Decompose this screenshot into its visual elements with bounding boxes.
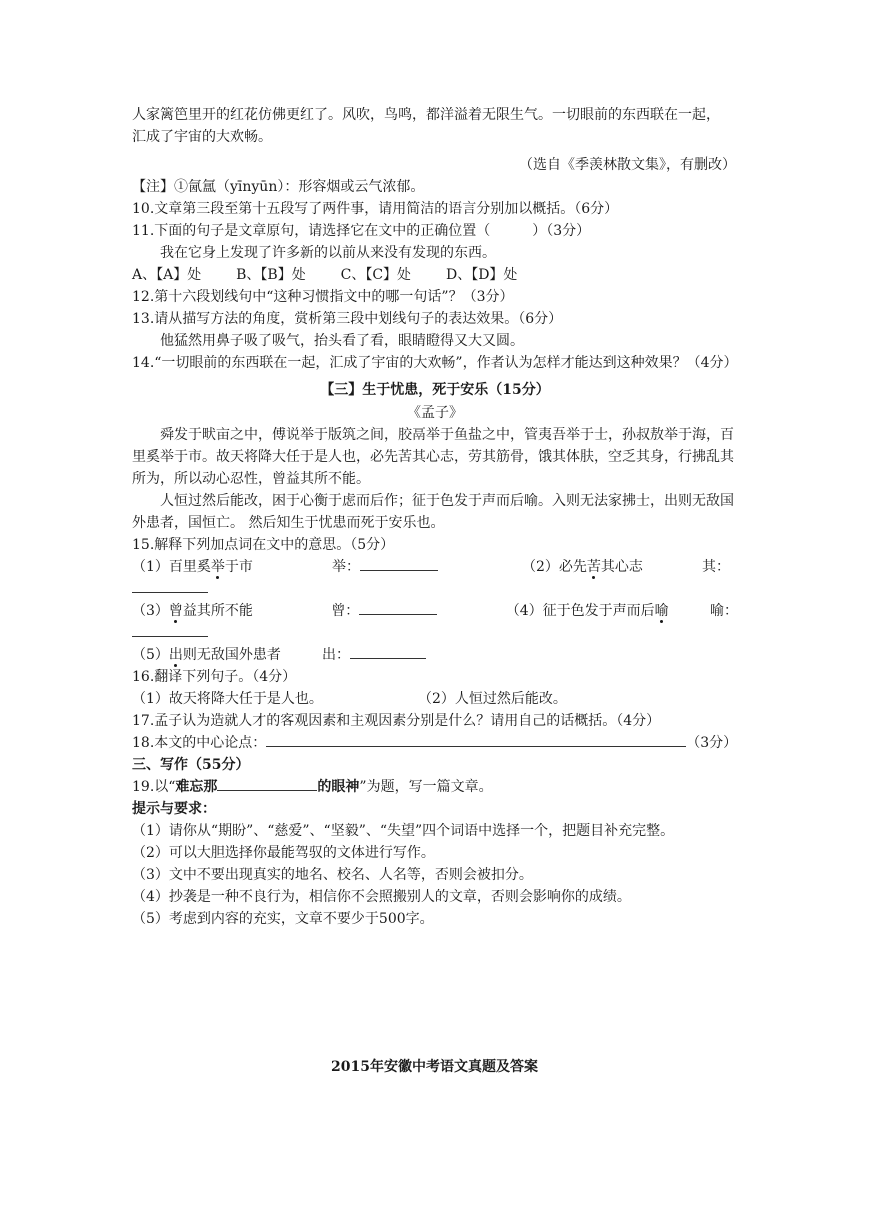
- dotted-word: 苦: [586, 559, 601, 575]
- dotted-word: 举: [210, 559, 225, 575]
- tips-title: 提示与要求：: [132, 801, 216, 817]
- question-14: 14.“一切眼前的东西联在一起，汇成了宇宙的大欢畅”，作者认为怎样才能达到这种效果？（4分）: [132, 355, 738, 371]
- answer-blank: [266, 732, 686, 747]
- dotted-word: 出: [168, 647, 183, 663]
- question-11-options: [132, 264, 738, 286]
- tip-item: （4）抄袭是一种不良行为，相信你不会照搬别人的文章，否则会影响你的成绩。: [132, 889, 631, 905]
- question-15-row-3: （5）出则无敌国外患者 出：: [132, 644, 738, 666]
- question-18: 18.本文的中心论点： （3分）: [132, 732, 738, 754]
- dotted-word: 喻: [654, 603, 669, 619]
- tip-item: （2）可以大胆选择你最能驾驭的文体进行写作。: [132, 845, 435, 861]
- question-15: 15.解释下列加点词在文中的意思。（5分）: [132, 537, 395, 553]
- question-13: 13.请从描写方法的角度，赏析第三段中划线句子的表达效果。（6分）: [132, 311, 563, 327]
- question-15-row-1: （1）百里奚举于市 举： （2）必先苦其心志 其：: [132, 556, 738, 578]
- tip-item: （1）请你从“期盼”、“慈爱”、“坚毅”、“失望”四个词语中选择一个，把题目补充完整。: [132, 823, 675, 839]
- passage-line: 汇成了宇宙的大欢畅。: [132, 129, 272, 145]
- question-12: 12.第十六段划线句中“这种习惯指文中的哪一句话”？（3分）: [132, 289, 514, 305]
- answer-blank: [360, 556, 438, 571]
- question-15-blank-4: [132, 622, 738, 644]
- classical-paragraph-1: 舜发于畎亩之中，傅说举于版筑之间，胶鬲举于鱼盐之中，管夷吾举于士，孙叔敖举于海，百里奚举于市。故天将降大任于是人也，必先苦其心志，劳其筋骨，饿其体肤，空乏其身，行拂乱其所为，所以动心忍性，曾益其所不能。: [132, 427, 734, 487]
- title-blank: [217, 776, 317, 791]
- tip-item: （5）考虑到内容的充实，文章不要少于500字。: [132, 911, 434, 927]
- footer-title: 2015年安徽中考语文真题及答案: [331, 1059, 538, 1075]
- question-16: 16.翻译下列句子。（4分）: [132, 669, 297, 685]
- option-c: C、【C】处: [340, 267, 412, 283]
- section-title: 【三】生于忧患，死于安乐（15分）: [320, 382, 550, 398]
- answer-blank: [350, 644, 426, 659]
- question-15-blank-2: [132, 578, 738, 600]
- question-17: 17.孟子认为造就人才的客观因素和主观因素分别是什么？请用自己的话概括。（4分）: [132, 713, 661, 729]
- question-16-items: [132, 688, 738, 710]
- option-d: D、【D】处: [445, 267, 518, 283]
- classical-paragraph-2: 人恒过然后能改，困于心衡于虑而后作；征于色发于声而后喻。入则无法家拂士，出则无敌国外患者，国恒亡。 然后知生于忧患而死于安乐也。: [132, 493, 734, 531]
- question-11-sentence: 我在它身上发现了许多新的以前从来没有发现的东西。: [160, 245, 496, 261]
- passage-line: 人家篱笆里开的红花仿佛更红了。风吹，鸟鸣，都洋溢着无限生气。一切眼前的东西联在一起，: [132, 107, 720, 123]
- question-13-sentence: 他猛然用鼻子吸了吸气，抬头看了看，眼睛瞪得又大又圆。: [160, 333, 524, 349]
- passage-source: （选自《季羡林散文集》，有删改）: [519, 157, 736, 173]
- question-19: 19.以“难忘那 的眼神”为题，写一篇文章。: [132, 776, 738, 798]
- dotted-word: 曾: [168, 603, 183, 619]
- option-b: B、【B】处: [236, 267, 306, 283]
- writing-heading: 三、写作（55分）: [132, 757, 250, 773]
- question-11: 11.下面的句子是文章原句，请选择它在文中的正确位置（ ）（3分）: [132, 223, 591, 239]
- exam-page: [132, 104, 738, 930]
- question-16-item-1: （1）故天将降大任于是人也。: [132, 691, 323, 707]
- section-author: 《孟子》: [407, 405, 463, 421]
- answer-blank: [359, 600, 437, 615]
- option-a: A、【A】处: [132, 267, 202, 283]
- question-16-item-2: （2）人恒过然后能改。: [418, 691, 567, 707]
- answer-blank: [132, 578, 208, 593]
- question-15-row-2: （3）曾益其所不能 曾： （4）征于色发于声而后喻 喻：: [132, 600, 738, 622]
- footnote: 【注】①氤氲（yīnyūn）：形容烟或云气浓郁。: [132, 179, 425, 195]
- answer-blank: [132, 622, 208, 637]
- tip-item: （3）文中不要出现真实的地名、校名、人名等，否则会被扣分。: [132, 867, 533, 883]
- question-10: 10.文章第三段至第十五段写了两件事，请用简洁的语言分别加以概括。（6分）: [132, 201, 619, 217]
